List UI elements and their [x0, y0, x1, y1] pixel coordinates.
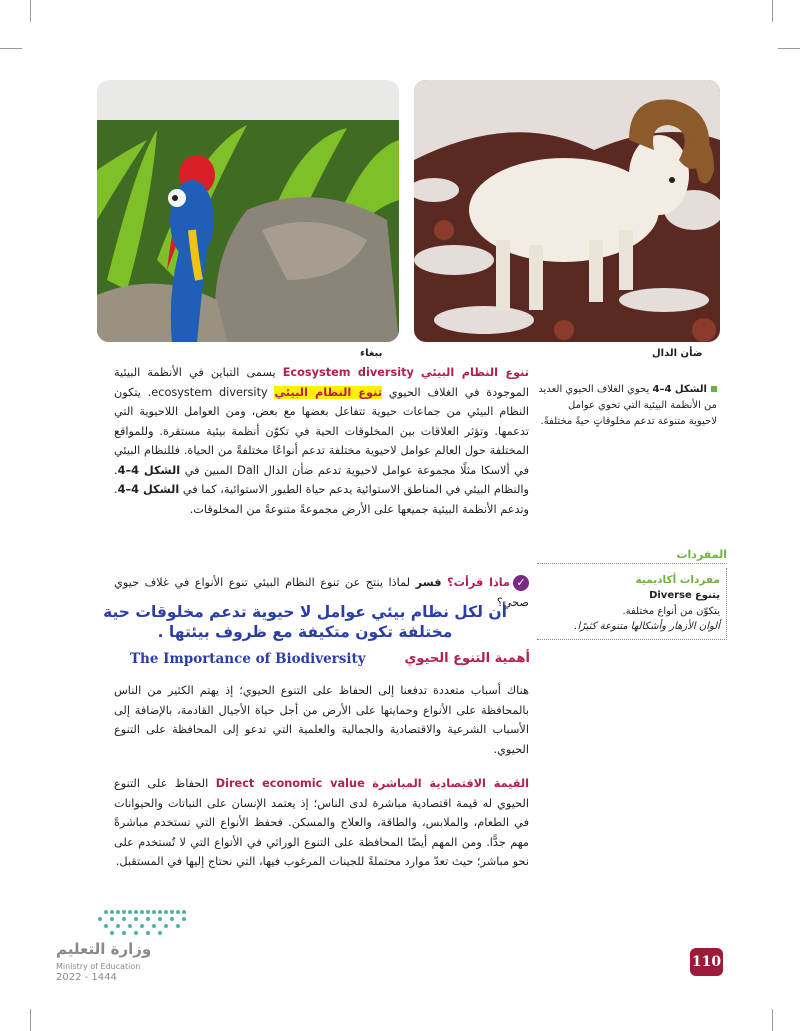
- vocabulary-box: [537, 548, 727, 640]
- ministry-logo: وزارة التعليم Ministry of Education 2022 - 1444: [56, 906, 196, 986]
- dall-sheep-photo: [414, 80, 720, 342]
- crop-mark: [772, 0, 773, 22]
- parrot-caption: ببغاء: [360, 348, 383, 359]
- vocabulary-content: مفردات أكاديمية يتنوع Diverse يتكوّن من أنواع مختلفة. ألوان الأزهار وأشكالها متنوعة كثيرًا.: [537, 568, 727, 640]
- section-heading: أهمية التنوع الحيوي The Importance of Biodiversity: [130, 651, 530, 667]
- dall-sheep-caption: ضأن الدال: [652, 348, 703, 359]
- crop-mark: [30, 0, 31, 22]
- reading-check-question: ✓ماذا قرأت؟ فسر لماذا ينتج عن تنوع النظام البيئي تنوع الأنواع في غلاف حيوي صحي؟: [114, 576, 529, 609]
- crop-mark: [778, 48, 800, 49]
- handwritten-answer: أن لكل نظام بيئي عوامل لا حيوية تدعم مخلوقات حية مختلفة تكون متكيفة مع ظروف بيئتها .: [103, 603, 507, 642]
- paragraph-economic-value: القيمة الاقتصادية المباشرة Direct economic value الحفاظ على التنوع الحيوي له قيمة اقتصادية مباشرة لدى الناس؛ إذ يعتمد الإنسان على النباتات والحيوانات في الطعام، والملابس، والطاقة، والعلاج والمسكن. فحفظ الأنواع التي تستخدم مباشرةً مهم جدًّا. ومن المهم أيضًا المحافظة على التنوع الوراثي في الأنواع التي لا تُستخدم على نحو مباشر؛ حيث تعدّ موارد محتملةً للجينات المرغوب فيها، التي نحتاج إليها في المستقبل.: [114, 777, 530, 869]
- crop-mark: [0, 48, 22, 49]
- parrot-photo: [97, 80, 399, 342]
- vocabulary-title: المفردات: [537, 548, 727, 564]
- figure-caption: الشكل 4–4 يحوي الغلاف الحيوي العديد من الأنظمة البيئية التي تحوي عوامل لاحيوية متنوعة تدعم مخلوقاتٍ حيةً مختلفةً.: [538, 384, 717, 427]
- crop-mark: [772, 1009, 773, 1031]
- paragraph-importance: هناك أسباب متعددة تدفعنا إلى الحفاظ على التنوع الحيوي؛ إذ يهتم الكثير من الناس بالمحافظة على الأنواع وحمايتها على الأرض من أجل حياة الأجيال القادمة، بالإضافة إلى الأسباب الشرعية والاقتصادية والجمالية والعلمية التي تدعو إلى المحافظة على التنوع الحيوي.: [114, 684, 529, 756]
- checkmark-icon: ✓: [513, 575, 529, 591]
- ministry-dots-icon: [56, 906, 196, 940]
- page-number: 110: [690, 948, 723, 976]
- bullet-square-icon: [711, 386, 717, 392]
- crop-mark: [30, 1009, 31, 1031]
- paragraph-ecosystem-diversity: تنوع النظام البيئي Ecosystem diversity يسمى التباين في الأنظمة البيئية الموجودة في الغلاف الحيوي تنوع النظام البيئي ecosystem diversity. يتكون النظام البيئي من جماعات حيوية تتفاعل بعضها مع بعض، ومن العوامل اللاحيوية التي تدعمها. وتؤثر العلاقات بين المخلوقات الحية في تكوّن أنظمة بيئية مستقرة. وللمواقع المختلفة حول العالم عوامل لاحيوية مختلفة تدعم أنواعًا مختلفةً من الحياة. فللنظام البيئي في ألاسكا مثلًا مجموعة عوامل لاحيوية تدعم ضأن الدال Dall المبين في الشكل 4–4. والنظام البيئي في المناطق الاستوائية يدعم حياة الطيور الاستوائية، كما في الشكل 4–4. وتدعم الأنظمة البيئية جميعها على الأرض مجموعةً متنوعةً من المخلوقات.: [114, 366, 530, 516]
